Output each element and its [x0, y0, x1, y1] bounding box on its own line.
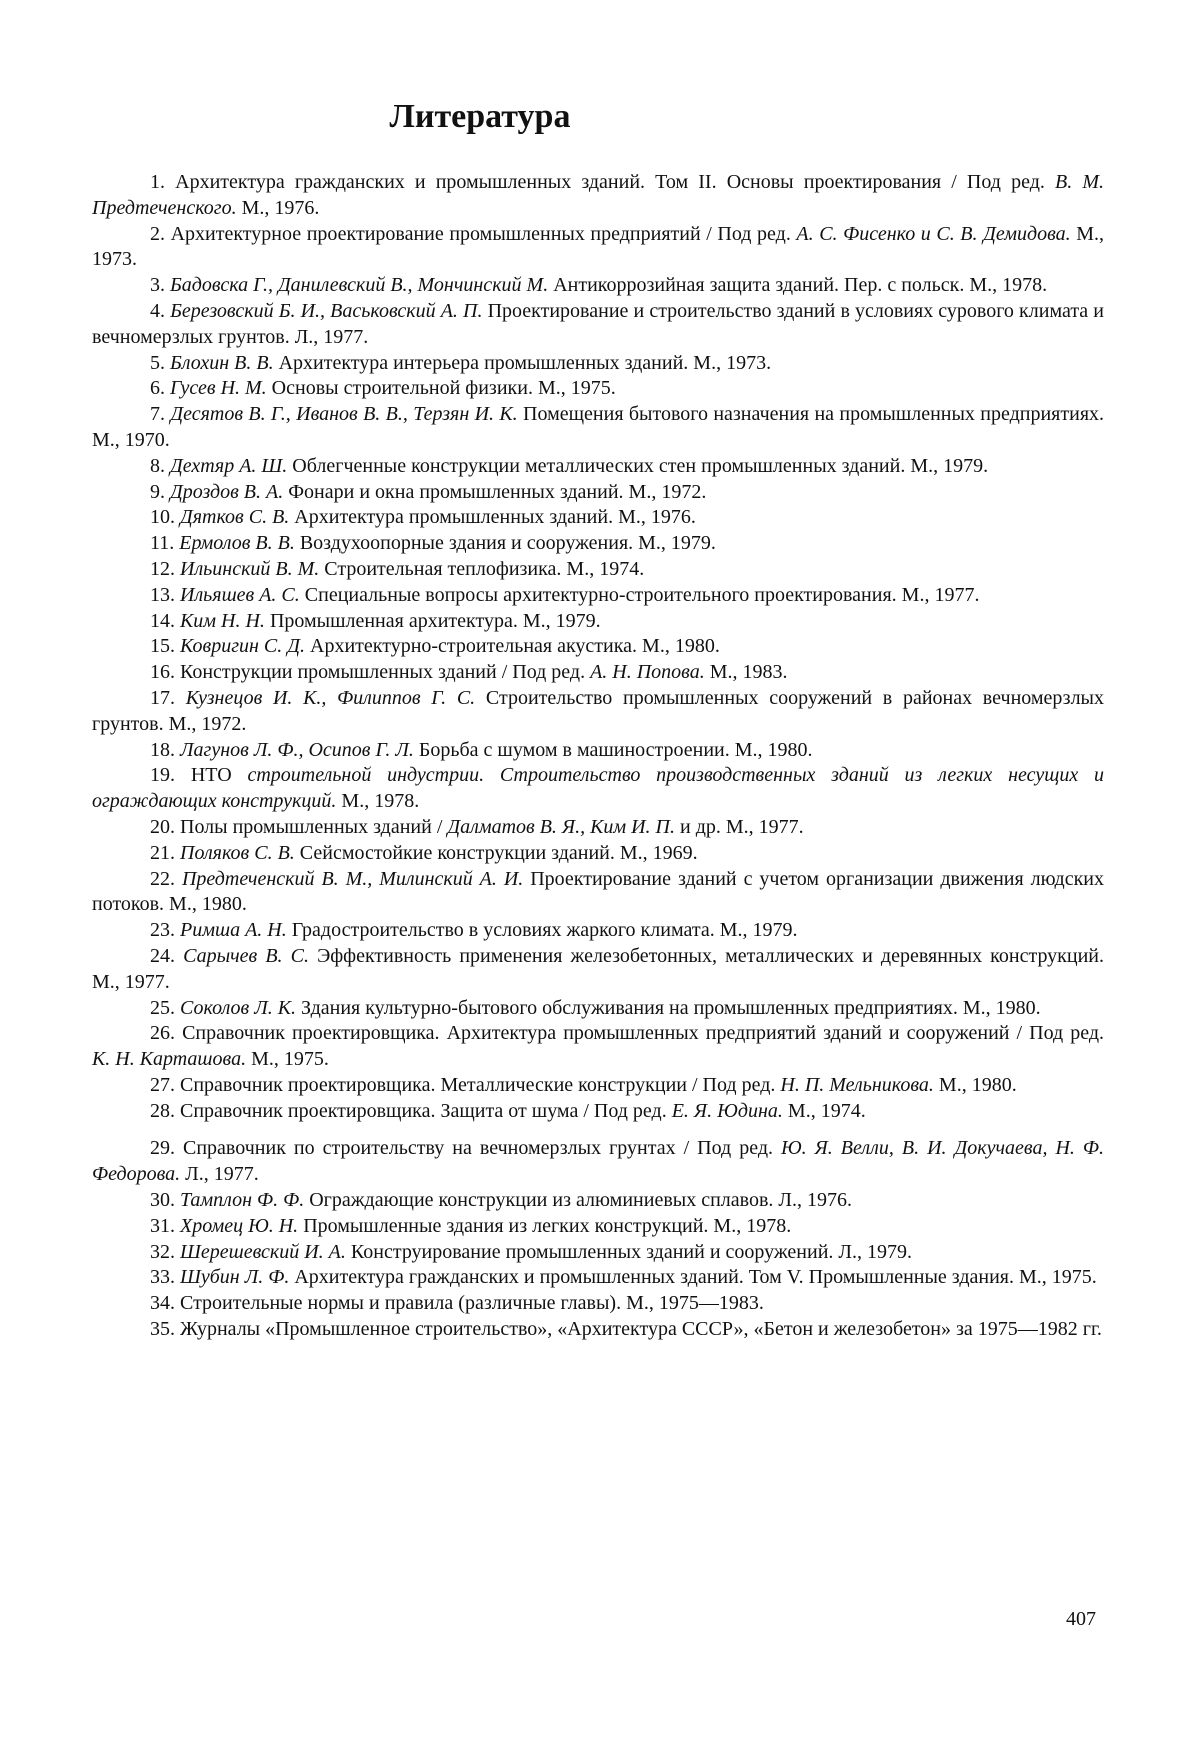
reference-authors: Ильяшев А. С.	[180, 583, 300, 606]
reference-item	[92, 815, 1104, 841]
reference-authors: Гусев Н. М.	[170, 377, 267, 400]
reference-text: Антикоррозийная защита зданий. Пер. с польск. М., 1978.	[548, 274, 1048, 297]
reference-text: М., 1976.	[236, 196, 320, 219]
reference-number: 20.	[150, 815, 175, 838]
reference-number: 31.	[150, 1214, 175, 1237]
reference-authors: А. С. Фисенко и С. В. Демидова.	[796, 222, 1071, 245]
reference-number: 2.	[150, 222, 165, 245]
reference-text: Здания культурно-бытового обслуживания на промышленных предприятиях. М., 1980.	[296, 996, 1041, 1019]
reference-number: 32.	[150, 1240, 175, 1263]
reference-authors: Шерешевский И. А.	[180, 1240, 346, 1263]
reference-list	[92, 170, 1104, 1343]
reference-number: 19.	[150, 764, 175, 787]
reference-number: 25.	[150, 996, 175, 1019]
reference-item	[92, 660, 1104, 686]
reference-authors: Поляков С. В.	[180, 841, 295, 864]
reference-authors: Дятков С. В.	[180, 506, 290, 529]
reference-item	[92, 222, 1104, 274]
reference-number: 23.	[150, 919, 175, 942]
reference-item	[92, 299, 1104, 351]
page-number: 407	[1066, 1608, 1096, 1630]
reference-authors: Бадовска Г., Данилевский В., Мончинский М.	[170, 274, 549, 297]
reference-item	[92, 1214, 1104, 1240]
reference-item	[92, 738, 1104, 764]
reference-number: 24.	[150, 944, 175, 967]
page-title: Литература	[389, 98, 571, 135]
reference-number: 8.	[150, 454, 165, 477]
reference-text: Справочник проектировщика. Металлические конструкции / Под ред.	[180, 1073, 781, 1096]
reference-authors: Н. П. Мельникова.	[780, 1073, 934, 1096]
reference-number: 4.	[150, 299, 165, 322]
reference-text: Специальные вопросы архитектурно-строительного проектирования. М., 1977.	[299, 583, 980, 606]
reference-authors: Соколов Л. К.	[180, 996, 297, 1019]
reference-item	[92, 557, 1104, 583]
reference-text: Архитектурное проектирование промышленных предприятий / Под ред.	[170, 222, 797, 245]
reference-text: Проектирование и строительство зданий в условиях сурового климата и вечномерзлых грунтов. Л., 1977.	[92, 299, 1104, 348]
reference-text: М., 1975.	[246, 1048, 329, 1071]
reference-item	[92, 763, 1104, 815]
reference-number: 13.	[150, 583, 175, 606]
reference-number: 34.	[150, 1292, 175, 1315]
reference-text: Архитектура промышленных зданий. М., 1976.	[289, 506, 696, 529]
reference-item	[92, 1073, 1104, 1099]
reference-number: 6.	[150, 377, 165, 400]
reference-number: 15.	[150, 635, 175, 658]
reference-authors: Сарычев В. С.	[183, 944, 309, 967]
reference-authors: Шубин Л. Ф.	[180, 1266, 290, 1289]
reference-number: 12.	[150, 557, 175, 580]
reference-text: Справочник проектировщика. Защита от шума / Под ред.	[180, 1099, 672, 1122]
reference-authors: Ю. Я. Велли, В. И. Докучаева, Н. Ф. Федорова.	[92, 1137, 1104, 1186]
reference-text: Журналы «Промышленное строительство», «Архитектура СССР», «Бетон и железобетон» за 1975—1982 гг.	[180, 1318, 1102, 1341]
reference-text: Архитектура гражданских и промышленных зданий. Том II. Основы проектирования / Под ред.	[175, 171, 1055, 193]
reference-authors: В. М. Предтеченского.	[92, 171, 1104, 219]
reference-authors: строительной индустрии. Строительство производственных зданий из легких несущих и ограждающих конструкций.	[92, 764, 1105, 813]
reference-authors: К. Н. Карташова.	[92, 1048, 247, 1071]
reference-text: Архитектура гражданских и промышленных зданий. Том V. Промышленные здания. М., 1975.	[289, 1266, 1097, 1289]
reference-item	[92, 944, 1104, 996]
reference-text: Архитектурно-строительная акустика. М., 1980.	[305, 635, 720, 658]
reference-text: Справочник проектировщика. Архитектура промышленных предприятий зданий и сооружений / Под ред.	[182, 1022, 1105, 1045]
reference-authors: Ким Н. Н.	[180, 609, 265, 632]
reference-authors: Римша А. Н.	[180, 919, 287, 942]
reference-number: 17.	[150, 686, 175, 709]
reference-item	[92, 686, 1104, 738]
reference-text: Конструирование промышленных зданий и сооружений. Л., 1979.	[345, 1240, 912, 1263]
reference-authors: Ильинский В. М.	[180, 557, 320, 580]
reference-text: М., 1974.	[782, 1099, 866, 1122]
reference-text: Проектирование зданий с учетом организации движения людских потоков. М., 1980.	[92, 867, 1104, 916]
reference-number: 21.	[150, 841, 175, 864]
reference-item	[92, 583, 1104, 609]
reference-item	[92, 402, 1104, 454]
reference-item	[92, 1265, 1104, 1291]
reference-text: Градостроительство в условиях жаркого климата. М., 1979.	[286, 919, 798, 942]
reference-text: Борьба с шумом в машиностроении. М., 1980.	[413, 738, 813, 761]
reference-number: 30.	[150, 1189, 175, 1212]
reference-item	[92, 505, 1104, 531]
reference-text: Промышленная архитектура. М., 1979.	[264, 609, 601, 632]
reference-text: Справочник по строительству на вечномерзлых грунтах / Под ред.	[183, 1137, 781, 1160]
reference-text: М., 1983.	[704, 661, 788, 684]
reference-number: 22.	[150, 867, 175, 890]
reference-number: 18.	[150, 738, 175, 761]
reference-text: Ограждающие конструкции из алюминиевых сплавов. Л., 1976.	[304, 1189, 852, 1212]
reference-text: Облегченные конструкции металлических стен промышленных зданий. М., 1979.	[287, 454, 989, 477]
reference-text: Основы строительной физики. М., 1975.	[266, 377, 616, 400]
reference-number: 7.	[150, 403, 165, 426]
reference-number: 1.	[150, 171, 165, 193]
reference-authors: Ермолов В. В.	[179, 532, 295, 555]
reference-item	[92, 841, 1104, 867]
reference-text: Помещения бытового назначения на промышленных предприятиях. М., 1970.	[92, 403, 1105, 451]
reference-text: Эффективность применения железобетонных, металлических и деревянных конструкций. М., 1977.	[92, 944, 1105, 993]
reference-authors: Лагунов Л. Ф., Осипов Г. Л.	[180, 738, 414, 761]
reference-number: 11.	[150, 532, 175, 555]
reference-number: 14.	[150, 609, 175, 632]
reference-authors: Десятов В. Г., Иванов В. В., Терзян И. К.	[170, 403, 518, 426]
reference-item	[92, 1317, 1104, 1343]
reference-number: 35.	[150, 1318, 175, 1341]
reference-text: НТО	[190, 764, 248, 787]
reference-item	[92, 454, 1104, 480]
reference-text: М., 1973.	[92, 222, 1105, 271]
reference-number: 33.	[150, 1266, 175, 1289]
reference-item	[92, 867, 1104, 919]
reference-item	[92, 170, 1104, 222]
reference-item	[92, 376, 1104, 402]
reference-item	[92, 1188, 1104, 1214]
reference-authors: Кузнецов И. К., Филиппов Г. С.	[185, 686, 476, 709]
reference-text: Промышленные здания из легких конструкций. М., 1978.	[298, 1214, 792, 1237]
reference-text: Воздухоопорные здания и сооружения. М., 1979.	[294, 532, 716, 555]
reference-text: Строительство промышленных сооружений в районах вечномерзлых грунтов. М., 1972.	[92, 686, 1104, 735]
reference-item	[92, 351, 1104, 377]
reference-authors: Дроздов В. А.	[170, 480, 284, 503]
reference-item	[92, 609, 1104, 635]
reference-item	[92, 1291, 1104, 1317]
reference-authors: Е. Я. Юдина.	[671, 1099, 783, 1122]
reference-text: М., 1978.	[336, 790, 420, 813]
reference-item	[92, 273, 1104, 299]
reference-item	[92, 634, 1104, 660]
reference-authors: Тамплон Ф. Ф.	[180, 1189, 305, 1212]
reference-authors: Хромец Ю. Н.	[180, 1214, 299, 1237]
reference-text: Полы промышленных зданий /	[180, 815, 448, 838]
reference-authors: Далматов В. Я., Ким И. П.	[447, 815, 676, 838]
reference-number: 28.	[150, 1099, 175, 1122]
reference-text: Сейсмостойкие конструкции зданий. М., 1969.	[294, 841, 698, 864]
reference-item	[92, 918, 1104, 944]
reference-authors: Березовский Б. И., Васьковский А. П.	[170, 299, 483, 322]
reference-text: М., 1980.	[933, 1073, 1017, 1096]
reference-number: 27.	[150, 1073, 175, 1096]
reference-number: 16.	[150, 661, 175, 684]
reference-item	[92, 531, 1104, 557]
reference-number: 29.	[150, 1137, 175, 1160]
reference-authors: Дехтяр А. Ш.	[170, 454, 288, 477]
reference-number: 5.	[150, 351, 165, 374]
reference-number: 10.	[150, 506, 175, 529]
reference-text: Строительные нормы и правила (различные главы). М., 1975—1983.	[180, 1292, 764, 1315]
reference-authors: Предтеченский В. М., Милинский А. И.	[181, 867, 524, 890]
reference-text: Архитектура интерьера промышленных зданий. М., 1973.	[273, 351, 772, 374]
reference-item	[92, 1021, 1104, 1073]
reference-text: Фонари и окна промышленных зданий. М., 1972.	[283, 480, 707, 503]
reference-authors: Блохин В. В.	[170, 351, 274, 374]
reference-item	[92, 1099, 1104, 1125]
reference-text: Л., 1977.	[180, 1163, 259, 1186]
reference-item	[92, 996, 1104, 1022]
reference-authors: Ковригин С. Д.	[180, 635, 305, 658]
reference-text: Строительная теплофизика. М., 1974.	[319, 557, 645, 580]
reference-item	[92, 480, 1104, 506]
reference-text: Конструкции промышленных зданий / Под ред.	[180, 661, 591, 684]
reference-authors: А. Н. Попова.	[590, 661, 705, 684]
reference-item	[92, 1136, 1104, 1188]
reference-number: 26.	[150, 1022, 175, 1045]
reference-number: 3.	[150, 274, 165, 297]
reference-number: 9.	[150, 480, 165, 503]
reference-text: и др. М., 1977.	[675, 815, 804, 838]
reference-item	[92, 1240, 1104, 1266]
